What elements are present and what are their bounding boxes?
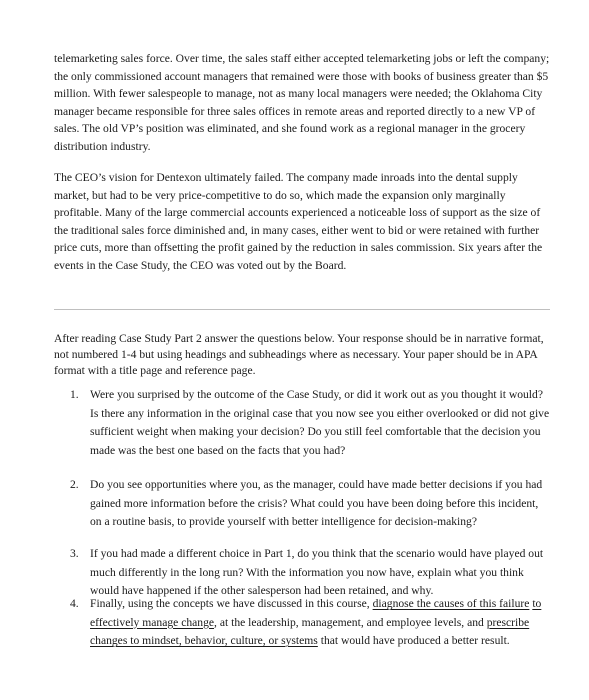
- question-item-3: [70, 545, 552, 601]
- question-text-part: that would have produced a better result.: [317, 634, 510, 647]
- assignment-instructions: After reading Case Study Part 2 answer the questions below. Your response should be in narrative format, not numbered 1-4 but using headings and subheadings where as necessary. Your paper should be in APA format with a title page and reference page.: [54, 332, 544, 378]
- question-text: If you had made a different choice in Part 1, do you think that the scenario would have played out much differently in the long run? With the information you now have, explain what you think would have happened if the other salesperson had been retained, and why.: [90, 547, 544, 597]
- question-number: 2.: [70, 478, 79, 491]
- question-text: Do you see opportunities where you, as the manager, could have made better decisions if you had gained more information before the crisis? What could you have been doing before this incident, on a routine basis, to provide yourself with better intelligence for decision-making?: [90, 478, 543, 528]
- section-divider: [54, 309, 550, 310]
- prescribe-changes-link: prescribe changes to mindset, behavior, culture, or systems: [90, 615, 530, 647]
- question-number: 1.: [70, 388, 79, 401]
- question-text-part: , at the leadership, management, and employee levels, and: [214, 615, 487, 629]
- question-item-4: [70, 595, 552, 651]
- question-number: 3.: [70, 547, 79, 560]
- case-paragraph-1: telemarketing sales force. Over time, the sales staff either accepted telemarketing jobs or left the company; the only commissioned account managers that remained were those with books of business greater than $5 million. With fewer salespeople to manage, not as many local managers were needed; the Oklahoma City manager became responsible for three sales offices in remote areas and reported directly to a new VP of sales. The old VP’s position was eliminated, and she found work as a regional manager in the grocery distribution industry.: [54, 52, 550, 153]
- question-text: [90, 597, 541, 647]
- case-paragraph-2: The CEO’s vision for Dentexon ultimately failed. The company made inroads into the dental supply market, but had to be very price-competitive to do so, which made the expansion only marginally profitable. Many of the large commercial accounts experienced a noticeable loss of support as the size of the traditional sales force diminished and, in many cases, either went to bid or were retained with further price cuts, more than offsetting the profit gained by the reduction in sales commission. Six years after the events in the Case Study, the CEO was voted out by the Board.: [54, 171, 543, 272]
- question-number: 4.: [70, 597, 79, 610]
- question-text: Were you surprised by the outcome of the Case Study, or did it work out as you thought it would? Is there any information in the original case that you now see you either overlooked or did not give sufficient weight when making your decision? Do you still feel comfortable that the decision you made was the best one based on the facts that you had?: [90, 388, 550, 457]
- question-text-part: Finally, using the concepts we have discussed in this course,: [90, 597, 373, 610]
- manage-change-link: to effectively manage change: [90, 597, 542, 629]
- question-item-1: [70, 386, 552, 460]
- diagnose-causes-link: diagnose the causes of this failure: [372, 597, 530, 610]
- question-item-2: [70, 476, 552, 532]
